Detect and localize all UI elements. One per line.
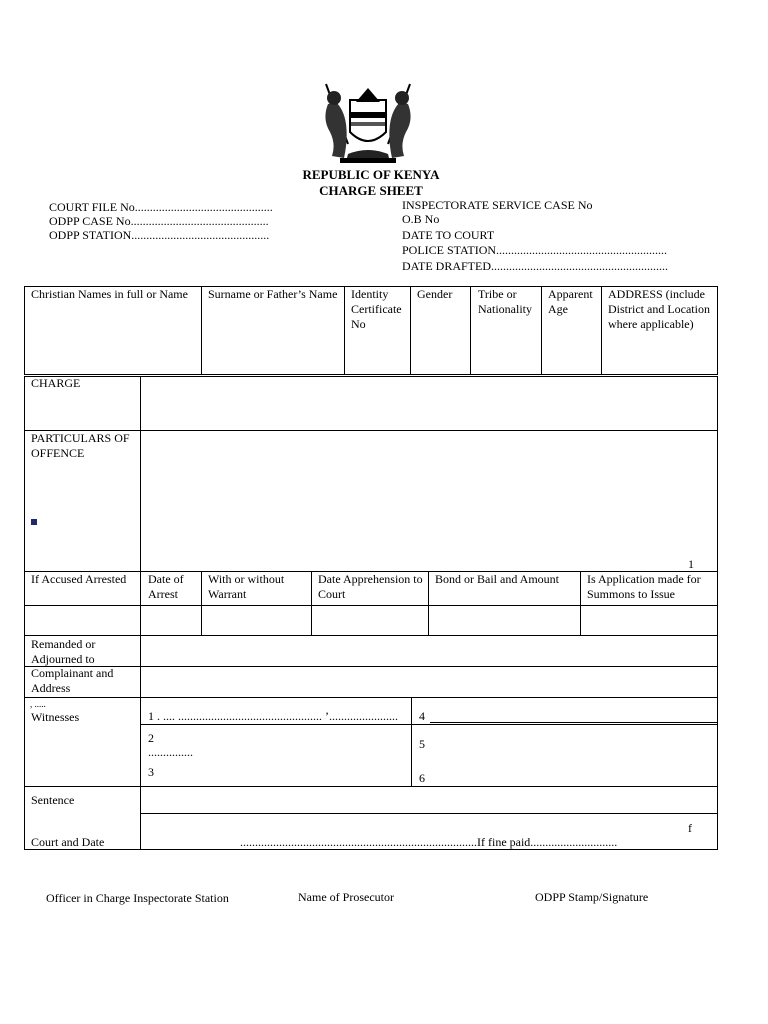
complainant-label: Complainant and Address	[31, 666, 114, 695]
witness-2-dots: ...............	[148, 745, 193, 759]
header-bond-bail: Bond or Bail and Amount	[435, 572, 559, 586]
sentence-label: Sentence	[31, 793, 75, 807]
header-date-of-arrest: Date of Arrest	[148, 572, 184, 601]
prosecutor-label: Name of Prosecutor	[298, 890, 394, 904]
witness-1: 1 . .... ................................................ ’.......................	[148, 709, 398, 723]
particulars-label: PARTICULARS OF OFFENCE	[31, 431, 130, 460]
header-if-accused-arrested: If Accused Arrested	[31, 572, 127, 586]
bullet-icon	[31, 519, 37, 525]
coat-of-arms-icon	[318, 74, 418, 166]
witness-6: 6	[419, 771, 425, 785]
date-to-court-field: DATE TO COURT	[402, 228, 495, 242]
court-file-field: COURT FILE No..............................................	[49, 200, 273, 214]
header-identity-certificate: Identity Certificate No	[351, 287, 402, 331]
document-title: CHARGE SHEET	[319, 183, 423, 198]
police-station-field: POLICE STATION.........................................................	[402, 243, 668, 257]
odpp-station-field: ODPP STATION..............................................	[49, 228, 270, 242]
header-warrant: With or without Warrant	[208, 572, 285, 601]
court-date-label: Court and Date	[31, 835, 105, 849]
officer-in-charge-label: Officer in Charge Inspectorate Station	[46, 891, 229, 905]
witness-4: 4	[419, 709, 425, 723]
inspectorate-case-field: INSPECTORATE SERVICE CASE No	[402, 198, 593, 212]
witness-mark: , .....	[30, 699, 46, 709]
date-drafted-field: DATE DRAFTED...........................................................	[402, 259, 668, 273]
remanded-label: Remanded or Adjourned to	[31, 637, 96, 666]
header-summons-application: Is Application made for Summons to Issue	[587, 572, 701, 601]
odpp-case-field: ODPP CASE No..............................................	[49, 214, 269, 228]
header-christian-names: Christian Names in full or Name	[31, 287, 188, 301]
odpp-stamp-label: ODPP Stamp/Signature	[535, 890, 649, 904]
witness-3: 3	[148, 765, 154, 779]
header-date-apprehension: Date Apprehension to Court	[318, 572, 423, 601]
page-number: 1	[688, 557, 694, 571]
republic-heading: REPUBLIC OF KENYA	[302, 167, 440, 182]
fine-paid-line: ...............................................................................If fine paid.............................	[240, 835, 618, 849]
witness-5: 5	[419, 737, 425, 751]
header-surname: Surname or Father’s Name	[208, 287, 338, 301]
header-apparent-age: Apparent Age	[548, 287, 593, 316]
charge-label: CHARGE	[31, 376, 81, 390]
ob-number-field: O.B No	[402, 212, 440, 226]
fine-mark: f	[688, 821, 692, 835]
header-address: ADDRESS (include District and Location where applicable)	[608, 287, 710, 331]
witness-2: 2	[148, 731, 154, 745]
header-tribe-nationality: Tribe or Nationality	[478, 287, 532, 316]
witnesses-label: Witnesses	[31, 710, 80, 724]
header-gender: Gender	[417, 287, 453, 301]
